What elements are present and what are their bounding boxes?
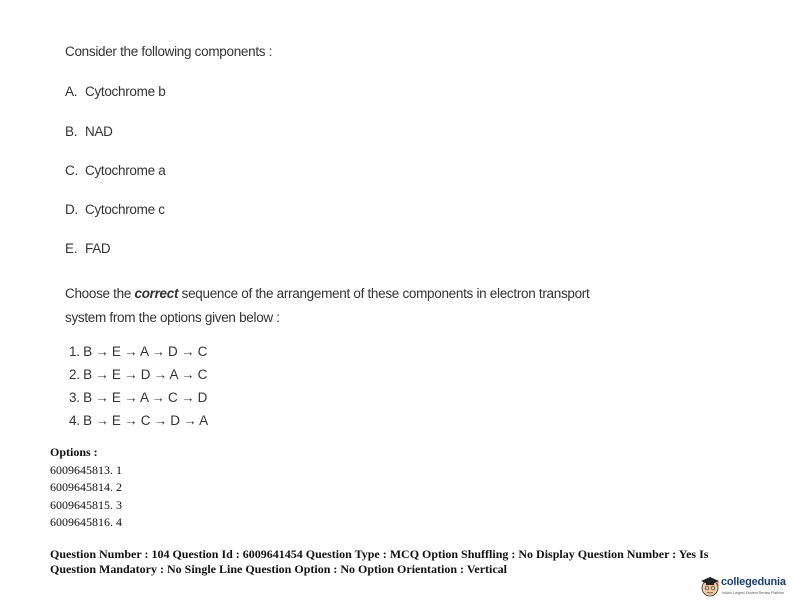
option-item: 6009645816. 4 [50,515,122,529]
options-heading: Options : [50,445,98,459]
logo-tagline: India's Largest Student Review Platform [722,591,785,595]
collegedunia-logo [700,574,790,602]
component-text: Cytochrome b [85,84,166,99]
question-intro: Consider the following components : [65,44,273,59]
instruction-emphasis: correct [134,286,179,301]
graduation-cap-icon [700,574,720,598]
component-letter: E. [65,241,78,256]
instruction-after: sequence of the arrangement of these components in electron transport system from the options given below : [65,286,590,325]
component-item [65,124,113,139]
component-item [65,84,165,99]
sequence-option: 4. B → E → C → D → A [69,413,208,428]
option-item: 6009645813. 1 [50,462,122,477]
component-letter: A. [65,84,78,99]
sequence-option: 1. B → E → A → D → C [69,344,208,359]
question-metadata [50,547,750,576]
component-item [65,202,165,217]
metadata-line: Question Mandatory : No Single Line Question Option : No Option Orientation : Vertical [50,561,508,576]
component-item [65,241,110,256]
logo-brand: collegedunia [721,576,786,588]
component-text: Cytochrome c [85,202,165,217]
sequence-option: 2. B → E → D → A → C [69,367,208,382]
option-item: 6009645815. 3 [50,497,122,512]
component-text: Cytochrome a [85,163,166,178]
metadata-line: Question Number : 104 Question Id : 6009641454 Question Type : MCQ Option Shuffling : No Display Question Number : Yes Is [50,547,709,561]
component-item [65,163,165,178]
component-text: FAD [85,241,111,256]
sequence-option: 3. B → E → A → C → D [69,390,208,405]
options-list [50,444,122,532]
component-letter: D. [65,202,78,217]
question-instruction [65,282,625,330]
component-letter: C. [65,163,78,178]
option-item: 6009645814. 2 [50,480,122,494]
component-letter: B. [65,124,78,139]
instruction-before: Choose the [65,286,135,301]
component-text: NAD [85,124,113,139]
